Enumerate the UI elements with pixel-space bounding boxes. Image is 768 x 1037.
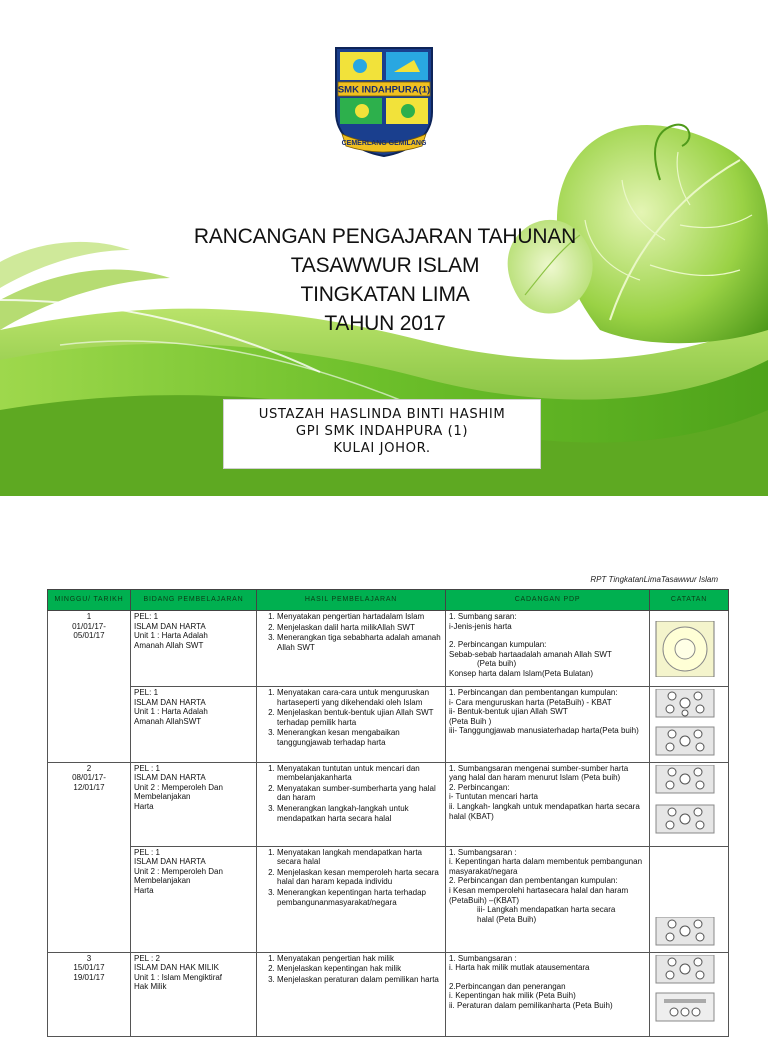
- bidang-line: PEL : 2: [134, 953, 160, 963]
- cadangan-line: i. Kepentingan harta dalam membentuk pembangunan masyarakat/negara: [449, 857, 643, 876]
- cadangan-line: ii. Peraturan dalam pemilikanharta (Peta Buih): [449, 1000, 613, 1010]
- week-date: 19/01/17: [73, 972, 105, 982]
- bidang-cell: [131, 687, 257, 763]
- rpt-document: [0, 496, 768, 1024]
- table-row: [48, 762, 729, 846]
- bidang-line: ISLAM DAN HARTA: [134, 857, 206, 867]
- week-number: 1: [86, 612, 92, 621]
- document-header-note: RPT TingkatanLimaTasawwur Islam: [590, 575, 718, 584]
- week-date: 12/01/17: [73, 782, 105, 792]
- cadangan-line: i. Kepentingan hak milik (Peta Buih): [449, 991, 576, 1001]
- hasil-item: 2. Menyatakan sumber-sumberharta yang halal dan haram: [277, 784, 442, 803]
- cadangan-line: i. Harta hak milik mutlak atausementara: [449, 963, 590, 973]
- author-line: KULAI JOHOR.: [333, 441, 431, 456]
- hasil-item: 2. Menjelaskan kesan memperoleh harta secara halal dan haram kepada individu: [277, 868, 442, 887]
- title-line: RANCANGAN PENGAJARAN TAHUNAN: [193, 225, 577, 248]
- title-line: TAHUN 2017: [324, 312, 446, 335]
- cadangan-line: i- Cara menguruskan harta (PetaBuih) - KBAT: [449, 697, 612, 707]
- bidang-line: ISLAM DAN HARTA: [134, 621, 206, 631]
- author-line: USTAZAH HASLINDA BINTI HASHIM: [258, 407, 506, 422]
- cadangan-line: 2. Perbincangan:: [449, 782, 510, 792]
- hasil-cell: [257, 687, 446, 763]
- hasil-cell: [257, 846, 446, 952]
- week-date: 05/01/17: [73, 631, 105, 641]
- hasil-item: 2. Menjelaskan bentuk-bentuk ujian Allah SWT terhadap pemilik harta: [277, 708, 442, 727]
- bubble-map-icon: [652, 765, 722, 835]
- cadangan-line: Konsep harta dalam Islam(Peta Bulatan): [449, 668, 594, 678]
- bidang-line: PEL : 1: [134, 763, 160, 773]
- cadangan-line: 1. Perbincangan dan pembentangan kumpulan:: [449, 688, 618, 697]
- week-cell: [48, 952, 131, 1036]
- cadangan-line: iii- Tanggungjawab manusiaterhadap harta(Peta buih): [449, 726, 639, 736]
- hasil-item: 2. Menjelaskan dalil harta milikAllah SWT: [277, 623, 442, 633]
- table-row: [48, 611, 729, 687]
- bidang-line: PEL: 1: [134, 688, 159, 697]
- column-header: BIDANG PEMBELAJARAN: [131, 590, 257, 611]
- table-row: [48, 952, 729, 1036]
- hasil-item: 3. Menerangkan langkah-langkah untuk mendapatkan harta secara halal: [277, 804, 442, 823]
- hasil-cell: [257, 611, 446, 687]
- catatan-cell: [650, 952, 729, 1036]
- cadangan-line: i-Jenis-jenis harta: [449, 621, 512, 631]
- cadangan-line: 1. Sumbangsaran mengenai sumber-sumber harta yang halal dan haram menurut Islam (Peta buih): [449, 763, 629, 783]
- bubble-map-icon: [652, 917, 722, 947]
- catatan-cell: [650, 687, 729, 763]
- rpt-table: [47, 589, 729, 1037]
- week-number: 2: [86, 763, 92, 773]
- bidang-cell: [131, 611, 257, 687]
- catatan-cell: [650, 611, 729, 687]
- cadangan-line: 2. Perbincangan dan pembentangan kumpulan:: [449, 876, 618, 886]
- bidang-line: Amanah AllahSWT: [134, 716, 202, 726]
- bidang-cell: [131, 846, 257, 952]
- circle-map-icon: [652, 621, 722, 677]
- cadangan-line: Sebab-sebab hartaadalah amanah Allah SWT: [449, 649, 612, 659]
- table-row: [48, 687, 729, 763]
- cadangan-line: 2.Perbincangan dan penerangan: [449, 981, 566, 991]
- bubble-map-icon: [652, 955, 722, 1023]
- bidang-line: Unit 1 : Islam Mengiktiraf: [134, 972, 223, 982]
- bidang-line: Unit 2 : Memperoleh Dan: [134, 866, 223, 876]
- bidang-line: Unit 2 : Memperoleh Dan: [134, 782, 223, 792]
- cadangan-line: ii. Langkah- langkah untuk mendapatkan harta secara halal (KBAT): [449, 801, 640, 821]
- hasil-item: 1. Menyatakan pengertian hak milik: [277, 954, 442, 964]
- column-header: HASIL PEMBELAJARAN: [257, 590, 446, 611]
- cover-page: [0, 0, 768, 496]
- week-cell: [48, 611, 131, 763]
- hasil-item: 3. Menerangkan kepentingan harta terhadap pembangunanmasyarakat/negara: [277, 888, 442, 907]
- week-date: 01/01/17-: [72, 621, 106, 631]
- bidang-line: PEL : 1: [134, 847, 160, 857]
- catatan-cell: [650, 762, 729, 846]
- cadangan-cell: [446, 846, 650, 952]
- bidang-line: Unit 1 : Harta Adalah: [134, 707, 208, 717]
- bidang-line: ISLAM DAN HAK MILIK: [134, 963, 219, 973]
- cadangan-line: 1. Sumbangsaran :: [449, 847, 517, 857]
- bidang-line: Amanah Allah SWT: [134, 640, 204, 650]
- cover-title: [150, 222, 620, 338]
- school-logo: [328, 42, 440, 160]
- bidang-line: Harta: [134, 801, 154, 811]
- hasil-cell: [257, 952, 446, 1036]
- hasil-item: 3. Menjelaskan peraturan dalam pemilikan harta: [277, 975, 442, 985]
- cadangan-line: 2. Perbincangan kumpulan:: [449, 640, 547, 650]
- logo-motto-text: CEMERLANG GEMILANG: [341, 140, 427, 147]
- column-header: CADANGAN PDP: [446, 590, 650, 611]
- author-box: [223, 399, 541, 469]
- hasil-item: 1. Menyatakan tuntutan untuk mencari dan membelanjakanharta: [277, 764, 442, 783]
- cadangan-line: (Peta buih): [477, 659, 517, 669]
- cadangan-line: i- Tuntutan mencari harta: [449, 792, 538, 802]
- bidang-line: ISLAM DAN HARTA: [134, 697, 206, 707]
- bidang-line: PEL: 1: [134, 612, 159, 621]
- hasil-item: 1. Menyatakan cara-cara untuk menguruskan hartaseperti yang dikehendaki oleh Islam: [277, 688, 442, 707]
- cadangan-cell: [446, 611, 650, 687]
- title-line: TINGKATAN LIMA: [300, 283, 470, 306]
- bidang-line: ISLAM DAN HARTA: [134, 773, 206, 783]
- cadangan-line: halal (Peta Buih): [477, 914, 537, 924]
- hasil-item: 2. Menjelaskan kepentingan hak milik: [277, 964, 442, 974]
- cadangan-line: i Kesan memperolehi hartasecara halal dan haram (PetaBuih) –(KBAT): [449, 885, 629, 905]
- column-header: MINGGU/ TARIKH: [48, 590, 131, 611]
- hasil-item: 1. Menyatakan langkah mendapatkan harta secara halal: [277, 848, 442, 867]
- cadangan-line: 1. Sumbangsaran :: [449, 953, 517, 963]
- week-cell: [48, 762, 131, 952]
- table-header-row: [48, 590, 729, 611]
- week-number: 3: [86, 953, 92, 963]
- column-header: CATATAN: [650, 590, 729, 611]
- logo-school-text: SMK INDAHPURA(1): [337, 84, 431, 96]
- cadangan-cell: [446, 687, 650, 763]
- hasil-cell: [257, 762, 446, 846]
- cadangan-line: 1. Sumbang saran:: [449, 612, 517, 621]
- hasil-item: 3. Menerangkan tiga sebabharta adalah amanah Allah SWT: [277, 633, 442, 652]
- cadangan-line: iii- Langkah mendapatkan harta secara: [477, 905, 616, 915]
- hasil-item: 3. Menerangkan kesan mengabaikan tanggungjawab terhadap harta: [277, 728, 442, 747]
- bidang-line: Hak Milik: [134, 982, 167, 992]
- bidang-line: Membelanjakan: [134, 876, 191, 886]
- cadangan-line: (Peta Buih ): [449, 716, 492, 726]
- bidang-cell: [131, 952, 257, 1036]
- bidang-cell: [131, 762, 257, 846]
- week-date: 08/01/17-: [72, 773, 106, 783]
- title-line: TASAWWUR ISLAM: [290, 254, 480, 277]
- cadangan-cell: [446, 762, 650, 846]
- table-row: [48, 846, 729, 952]
- bidang-line: Harta: [134, 885, 154, 895]
- bidang-line: Unit 1 : Harta Adalah: [134, 631, 208, 641]
- hasil-item: 1. Menyatakan pengertian hartadalam Islam: [277, 612, 442, 622]
- author-line: GPI SMK INDAHPURA (1): [295, 424, 469, 439]
- cadangan-cell: [446, 952, 650, 1036]
- cadangan-line: ii- Bentuk-bentuk ujian Allah SWT: [449, 707, 568, 717]
- catatan-cell: [650, 846, 729, 952]
- bidang-line: Membelanjakan: [134, 792, 191, 802]
- bubble-map-icon: [652, 689, 722, 757]
- week-date: 15/01/17: [73, 963, 105, 973]
